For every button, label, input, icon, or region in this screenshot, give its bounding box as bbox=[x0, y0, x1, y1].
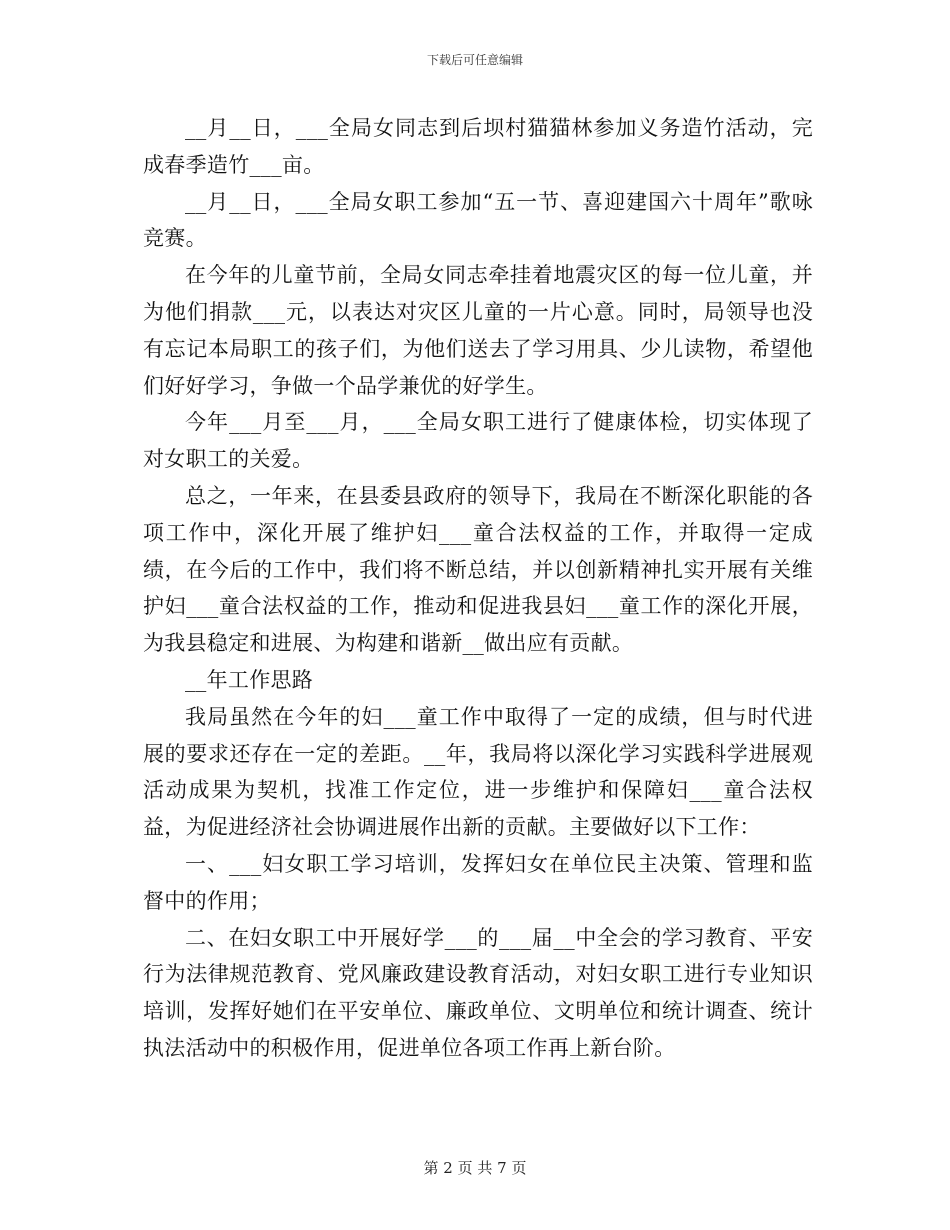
paragraph-plan-item-1: 一、___妇女职工学习培训，发挥妇女在单位民主决策、管理和监督中的作用； bbox=[143, 851, 813, 913]
page-header-note: 下载后可任意编辑 bbox=[426, 53, 523, 67]
section-heading-work-plan: __年工作思路 bbox=[185, 667, 314, 692]
paragraph-childrens-day: 在今年的儿童节前，全局女同志牵挂着地震灾区的每一位儿童，并为他们捐款___元，以表达对灾区儿童的一片心意。同时，局领导也没有忘记本局职工的孩子们，为他们送去了学习用具、少儿读物，希望他们好好学习，争做一个品学兼优的好学生。 bbox=[143, 263, 813, 398]
paragraph-health-check: 今年___月至___月，___全局女职工进行了健康体检，切实体现了对女职工的关爱。 bbox=[143, 410, 813, 472]
paragraph-summary: 总之，一年来，在县委县政府的领导下，我局在不断深化职能的各项工作中，深化开展了维护妇___童合法权益的工作，并取得一定成绩，在今后的工作中，我们将不断总结，并以创新精神扎实开展有关维护妇___童合法权益的工作，推动和促进我县妇___童工作的深化开展，为我县稳定和进展、为构建和谐新__做出应有贡献。 bbox=[143, 483, 813, 656]
paragraph-work-plan-intro: 我局虽然在今年的妇___童工作中取得了一定的成绩，但与时代进展的要求还存在一定的差距。__年，我局将以深化学习实践科学进展观活动成果为契机，找准工作定位，进一步维护和保障妇___童合法权益，为促进经济社会协调进展作出新的贡献。主要做好以下工作： bbox=[143, 704, 813, 840]
page-number: 第 2 页 共 7 页 bbox=[423, 1159, 527, 1177]
document-body bbox=[143, 110, 813, 1067]
paragraph-tree-planting: __月__日，___全局女同志到后坝村猫猫林参加义务造竹活动，完成春季造竹___亩。 bbox=[143, 116, 813, 177]
paragraph-plan-item-2: 二、在妇女职工中开展好学___的___届__中全会的学习教育、平安行为法律规范教育、党风廉政建设教育活动，对妇女职工进行专业知识培训，发挥好她们在平安单位、廉政单位、文明单位和统计调查、统计执法活动中的积极作用，促进单位各项工作再上新台阶。 bbox=[143, 925, 813, 1060]
paragraph-singing-contest: __月__日，___全局女职工参加“五一节、喜迎建国六十周年”歌咏竞赛。 bbox=[143, 189, 813, 251]
